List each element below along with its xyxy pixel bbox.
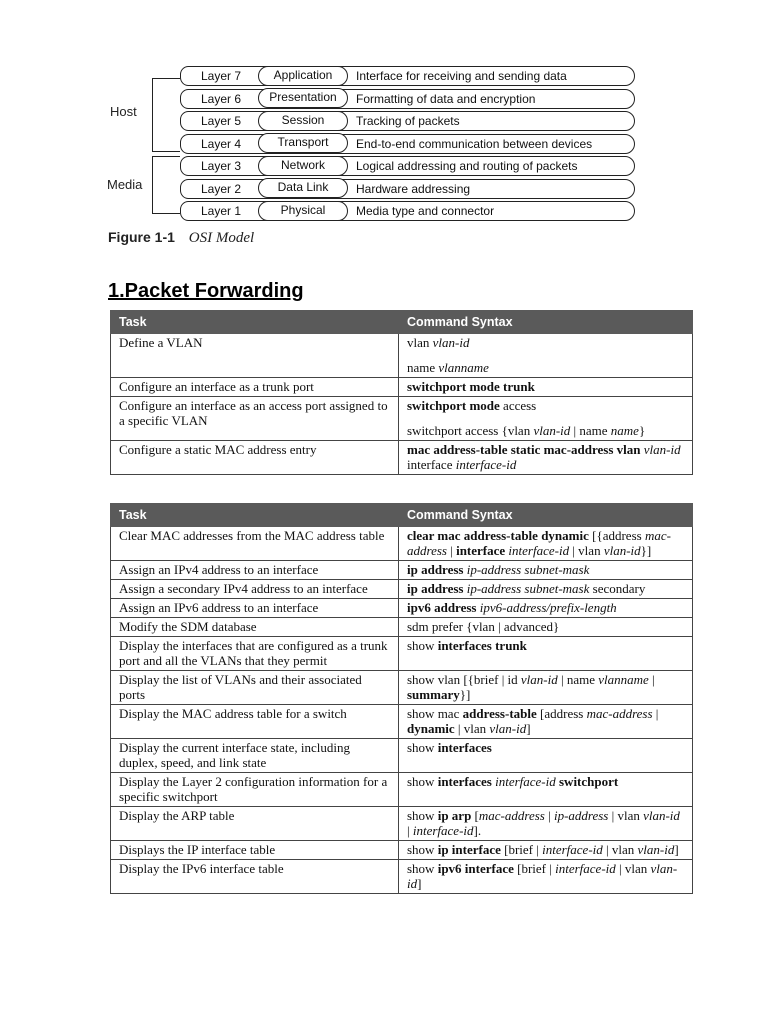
command-keyword: ]: [417, 876, 422, 891]
layer-description: Hardware addressing: [356, 181, 471, 196]
command-line: [407, 861, 684, 891]
command-argument: vlanname: [598, 672, 649, 687]
command-argument: vlan-id: [533, 423, 571, 438]
command-keyword: | name: [557, 672, 599, 687]
layer-name: Session: [258, 111, 348, 131]
media-bracket: [152, 157, 153, 214]
task-cell: Display the MAC address table for a switch: [111, 705, 399, 739]
command-line: [407, 740, 684, 755]
command-argument: ip-address subnet-mask: [466, 562, 590, 577]
layer-description: Media type and connector: [356, 204, 495, 218]
command-keyword: | vlan: [602, 842, 638, 857]
section-heading: 1.Packet Forwarding: [108, 280, 304, 302]
command-cell: [399, 860, 693, 894]
osi-model-figure: [100, 60, 645, 250]
command-keyword: | vlan: [569, 543, 604, 558]
host-group-label: Host: [110, 104, 137, 119]
layer-name: Physical: [258, 201, 348, 221]
command-keyword: interfaces: [437, 740, 492, 755]
command-keyword: | vlan: [454, 721, 490, 736]
task-cell: Assign an IPv4 address to an interface: [111, 561, 399, 580]
table-row: [111, 580, 693, 599]
layer-number: Layer 2: [201, 181, 242, 196]
command-argument: ip-address subnet-mask: [466, 581, 590, 596]
command-line: [407, 774, 684, 789]
command-argument: interface-id: [555, 861, 616, 876]
layer-description: End-to-end communication between devices: [356, 136, 593, 151]
task-cell: Configure an interface as a trunk port: [111, 378, 399, 397]
task-column-header: Task: [111, 504, 399, 527]
command-keyword: interfaces trunk: [437, 638, 527, 653]
command-keyword: name: [407, 360, 439, 375]
table-row: [111, 599, 693, 618]
command-keyword: | vlan: [608, 808, 644, 823]
osi-layer-row: [180, 156, 635, 176]
figure-title: OSI Model: [188, 230, 255, 246]
command-keyword: |: [407, 823, 413, 838]
command-cell: [399, 841, 693, 860]
task-cell: Display the current interface state, including duplex, speed, and link state: [111, 739, 399, 773]
table-header-row: [111, 504, 693, 527]
command-cell: [399, 739, 693, 773]
command-keyword: [brief |: [500, 842, 543, 857]
command-argument: vlan-id: [520, 672, 558, 687]
command-argument: interface-id: [455, 457, 517, 472]
command-line: [407, 638, 684, 653]
command-line: [407, 619, 684, 634]
command-line: [407, 808, 684, 838]
osi-layer-row: [180, 179, 635, 199]
command-keyword: summary: [407, 687, 460, 702]
table-row: [111, 334, 693, 378]
command-keyword: show vlan [{brief | id: [407, 672, 521, 687]
command-argument: vlan-id: [603, 543, 641, 558]
task-cell: Define a VLAN: [111, 334, 399, 378]
table-row: [111, 441, 693, 475]
command-argument: mac-address: [407, 528, 671, 558]
task-cell: Configure an interface as an access port assigned to a specific VLAN: [111, 397, 399, 441]
command-cell: [399, 637, 693, 671]
table-row: [111, 739, 693, 773]
figure-caption: [108, 229, 254, 247]
command-cell: [399, 705, 693, 739]
command-keyword: [address: [536, 706, 587, 721]
command-argument: vlan-id: [407, 861, 678, 891]
command-keyword: [: [471, 808, 479, 823]
table-row: [111, 397, 693, 441]
command-keyword: |: [446, 543, 457, 558]
host-bracket-bottom: [152, 151, 180, 152]
table-row: [111, 618, 693, 637]
layer-name: Network: [258, 156, 348, 176]
task-cell: Display the ARP table: [111, 807, 399, 841]
command-cell: [399, 378, 693, 397]
command-keyword: ]: [526, 721, 531, 736]
layer-number: Layer 6: [201, 91, 242, 106]
command-keyword: interfaces: [437, 774, 492, 789]
command-argument: name: [610, 423, 639, 438]
task-cell: Modify the SDM database: [111, 618, 399, 637]
command-line: [407, 672, 684, 702]
command-cell: [399, 773, 693, 807]
command-keyword: | vlan: [615, 861, 651, 876]
command-keyword: dynamic: [407, 721, 455, 736]
command-argument: vlan-id: [643, 442, 681, 457]
command-keyword: show: [407, 842, 438, 857]
command-line: [407, 398, 684, 413]
table-row: [111, 807, 693, 841]
layer-name: Presentation: [258, 88, 348, 108]
command-cell: [399, 807, 693, 841]
osi-layer-row: [180, 89, 635, 109]
command-keyword: show: [407, 740, 438, 755]
task-cell: Display the IPv6 interface table: [111, 860, 399, 894]
command-argument: ip-address: [553, 808, 609, 823]
task-cell: Configure a static MAC address entry: [111, 441, 399, 475]
command-argument: vlan-id: [637, 842, 675, 857]
table-row: [111, 561, 693, 580]
command-argument: mac-address: [586, 706, 653, 721]
table-header-row: [111, 311, 693, 334]
command-keyword: |: [648, 672, 655, 687]
command-keyword: }: [638, 423, 646, 438]
command-keyword: show: [407, 808, 438, 823]
media-bracket-top: [152, 156, 180, 157]
command-column-header: Command Syntax: [399, 311, 693, 334]
command-argument: interface-id: [495, 774, 556, 789]
command-cell: [399, 580, 693, 599]
command-keyword: mac address-table static mac-address vlan: [407, 442, 641, 457]
table-row: [111, 773, 693, 807]
layer-number: Layer 5: [201, 114, 242, 128]
command-keyword: interface: [456, 543, 506, 558]
command-keyword: ipv6 interface: [437, 861, 514, 876]
command-keyword: show mac: [407, 706, 463, 721]
command-keyword: show: [407, 638, 438, 653]
command-table-2: [110, 503, 693, 894]
task-cell: Clear MAC addresses from the MAC address table: [111, 527, 399, 561]
command-line: [407, 842, 684, 857]
command-argument: vlan-id: [432, 335, 470, 350]
command-keyword: switchport: [559, 774, 619, 789]
osi-layer-row: [180, 201, 635, 221]
command-keyword: ip interface: [437, 842, 501, 857]
table-row: [111, 705, 693, 739]
layer-number: Layer 7: [201, 69, 242, 83]
command-keyword: ip address: [407, 581, 464, 596]
command-keyword: [brief |: [513, 861, 556, 876]
osi-layer-row: [180, 134, 635, 154]
command-keyword: | name: [570, 423, 611, 438]
command-keyword: ].: [473, 823, 482, 838]
layer-number: Layer 4: [201, 136, 242, 151]
command-keyword: sdm prefer {vlan | advanced}: [407, 619, 560, 634]
command-keyword: |: [652, 706, 659, 721]
table-row: [111, 378, 693, 397]
figure-number: Figure 1-1: [108, 229, 175, 245]
command-keyword: switchport access {vlan: [407, 423, 534, 438]
table-row: [111, 860, 693, 894]
layer-number: Layer 3: [201, 159, 242, 173]
command-keyword: [{address: [588, 528, 645, 543]
command-cell: [399, 618, 693, 637]
command-keyword: show: [407, 861, 438, 876]
command-line: [407, 706, 684, 736]
command-keyword: access: [499, 398, 537, 413]
table-row: [111, 841, 693, 860]
command-keyword: switchport mode: [407, 398, 500, 413]
command-keyword: ip arp: [437, 808, 472, 823]
task-column-header: Task: [111, 311, 399, 334]
command-keyword: secondary: [589, 581, 646, 596]
command-keyword: address-table: [462, 706, 537, 721]
command-cell: [399, 441, 693, 475]
task-cell: Displays the IP interface table: [111, 841, 399, 860]
media-bracket-bottom: [152, 213, 180, 214]
layer-name: Data Link: [258, 178, 348, 198]
command-keyword: switchport mode trunk: [407, 379, 535, 394]
command-line: [407, 379, 684, 394]
table-row: [111, 527, 693, 561]
command-keyword: }]: [640, 543, 652, 558]
command-table-1: [110, 310, 693, 475]
command-cell: [399, 599, 693, 618]
command-cell: [399, 334, 693, 378]
command-cell: [399, 561, 693, 580]
command-line: [407, 562, 684, 577]
task-cell: Display the interfaces that are configured as a trunk port and all the VLANs that they permit: [111, 637, 399, 671]
task-cell: Display the Layer 2 configuration information for a specific switchport: [111, 773, 399, 807]
command-keyword: |: [544, 808, 554, 823]
table-row: [111, 671, 693, 705]
osi-layer-row: [180, 111, 635, 131]
command-line: [407, 335, 684, 350]
command-keyword: interface: [407, 457, 456, 472]
media-group-label: Media: [107, 177, 143, 192]
command-keyword: vlan: [407, 335, 433, 350]
layer-description: Interface for receiving and sending data: [356, 69, 567, 83]
command-argument: vlanname: [438, 360, 489, 375]
layer-number: Layer 1: [201, 204, 242, 218]
command-cell: [399, 397, 693, 441]
layer-name: Application: [258, 66, 348, 86]
command-line: [407, 528, 684, 558]
task-cell: Assign an IPv6 address to an interface: [111, 599, 399, 618]
layer-description: Formatting of data and encryption: [356, 91, 536, 106]
command-keyword: clear mac address-table dynamic: [407, 528, 589, 543]
command-argument: vlan-id: [489, 721, 527, 736]
command-argument: interface-id: [542, 842, 603, 857]
layer-description: Tracking of packets: [356, 114, 460, 128]
layer-description: Logical addressing and routing of packets: [356, 159, 578, 173]
task-cell: Assign a secondary IPv4 address to an interface: [111, 580, 399, 599]
command-line: [407, 581, 684, 596]
command-line: [407, 600, 684, 615]
command-keyword: }]: [459, 687, 471, 702]
command-cell: [399, 527, 693, 561]
command-keyword: ]: [674, 842, 679, 857]
osi-layer-row: [180, 66, 635, 86]
layer-name: Transport: [258, 133, 348, 153]
command-line: [407, 360, 684, 375]
command-keyword: ipv6 address: [407, 600, 477, 615]
command-argument: vlan-id: [643, 808, 680, 823]
command-argument: ipv6-address/prefix-length: [479, 600, 617, 615]
command-line: [407, 442, 684, 472]
command-keyword: ip address: [407, 562, 464, 577]
command-argument: interface-id: [508, 543, 570, 558]
command-argument: mac-address: [478, 808, 545, 823]
command-line: [407, 423, 684, 438]
task-cell: Display the list of VLANs and their associated ports: [111, 671, 399, 705]
host-bracket-top: [152, 78, 180, 79]
host-bracket: [152, 79, 153, 152]
command-cell: [399, 671, 693, 705]
command-column-header: Command Syntax: [399, 504, 693, 527]
command-argument: interface-id: [412, 823, 474, 838]
command-keyword: show: [407, 774, 438, 789]
table-row: [111, 637, 693, 671]
